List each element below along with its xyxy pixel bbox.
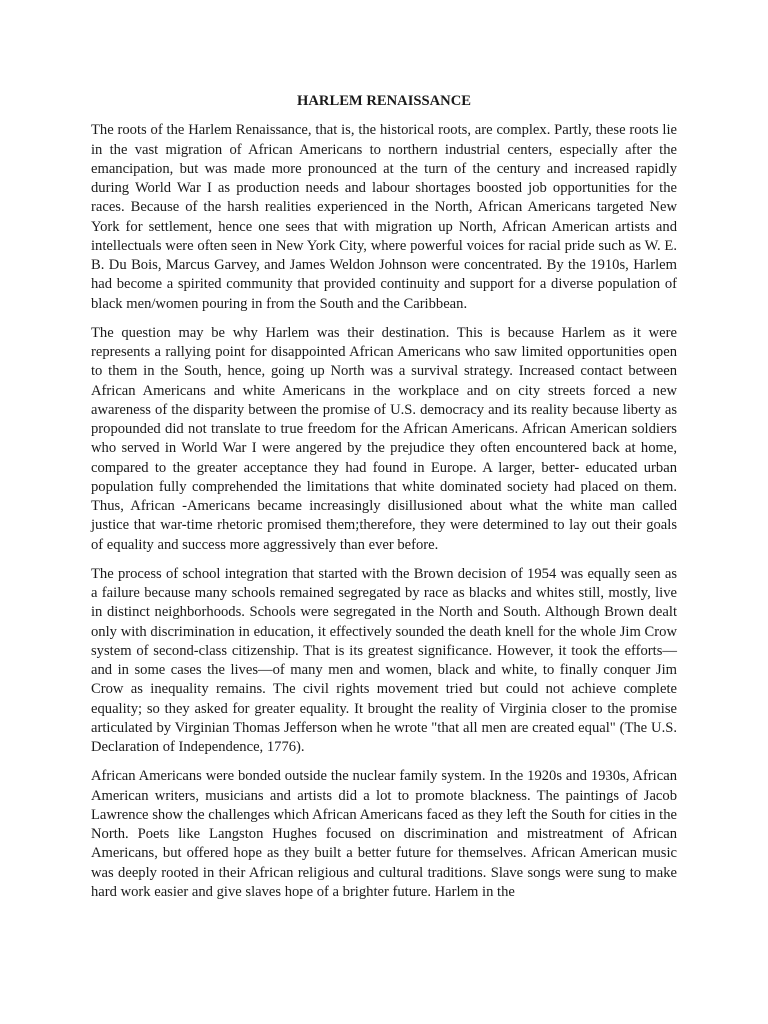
paragraph-harlem-destination: The question may be why Harlem was their destination. This is because Harlem as it were represents a rallying point for disappointed African Americans who saw limited opportunities open to them in the South, hence, going up North was a survival strategy. Increased contact between African Americans and white Americans in the workplace and on city streets forced a new awareness of the disparity between the promise of U.S. democracy and its reality because liberty as propounded did not translate to true freedom for the African Americans. African American soldiers who served in World War I were angered by the prejudice they often encountered back at home, compared to the greater acceptance they had found in Europe. A larger, better- educated urban population fully comprehended the limitations that white dominated society had placed on them. Thus, African -Americans became increasingly disillusioned about what the white man called justice that war-time rhetoric promised them;therefore, they were determined to lay out their goals of equality and success more aggressively than ever before.: [91, 324, 677, 553]
document-body: [91, 92, 677, 912]
paragraph-roots: The roots of the Harlem Renaissance, that is, the historical roots, are complex. Partly, these roots lie in the vast migration of African Americans to northern industrial centers, especially after the emancipation, but was made more pronounced at the turn of the century and increased rapidly during World War I as production needs and labour shortages boosted job opportunities for the races. Because of the harsh realities experienced in the North, African Americans targeted New York for settlement, hence one sees that with migration up North, African American artists and intellectuals were often seen in New York City, where powerful voices for racial pride such as W. E. B. Du Bois, Marcus Garvey, and James Weldon Johnson were concentrated. By the 1910s, Harlem had become a spirited community that provided continuity and support for a diverse population of black men/women pouring in from the South and the Caribbean.: [91, 122, 677, 312]
paragraph-african-american-culture: African Americans were bonded outside the nuclear family system. In the 1920s and 1930s, African American writers, musicians and artists did a lot to promote blackness. The paintings of Jacob Lawrence show the challenges which African Americans faced as they left the South for cities in the North. Poets like Langston Hughes focused on discrimination and mistreatment of African Americans, but offered hope as they built a better future for themselves. African American music was deeply rooted in their African religious and cultural traditions. Slave songs were sung to make hard work easier and give slaves hope of a brighter future. Harlem in the: [91, 768, 677, 900]
document-title: HARLEM RENAISSANCE: [297, 93, 471, 109]
paragraph-school-integration: The process of school integration that started with the Brown decision of 1954 was equally seen as a failure because many schools remained segregated by race as blacks and whites still, mostly, live in distinct neighborhoods. Schools were segregated in the North and South. Although Brown dealt only with discrimination in education, it effectively sounded the death knell for the whole Jim Crow system of second-class citizenship. That is its greatest significance. However, it took the efforts—and in some cases the lives—of many men and women, black and white, to finally conquer Jim Crow as inequality remains. The civil rights movement tried but could not achieve complete equality; so they asked for greater equality. It brought the reality of Virginia closer to the promise articulated by Virginian Thomas Jefferson when he wrote "that all men are created equal" (The U.S. Declaration of Independence, 1776).: [91, 565, 677, 755]
